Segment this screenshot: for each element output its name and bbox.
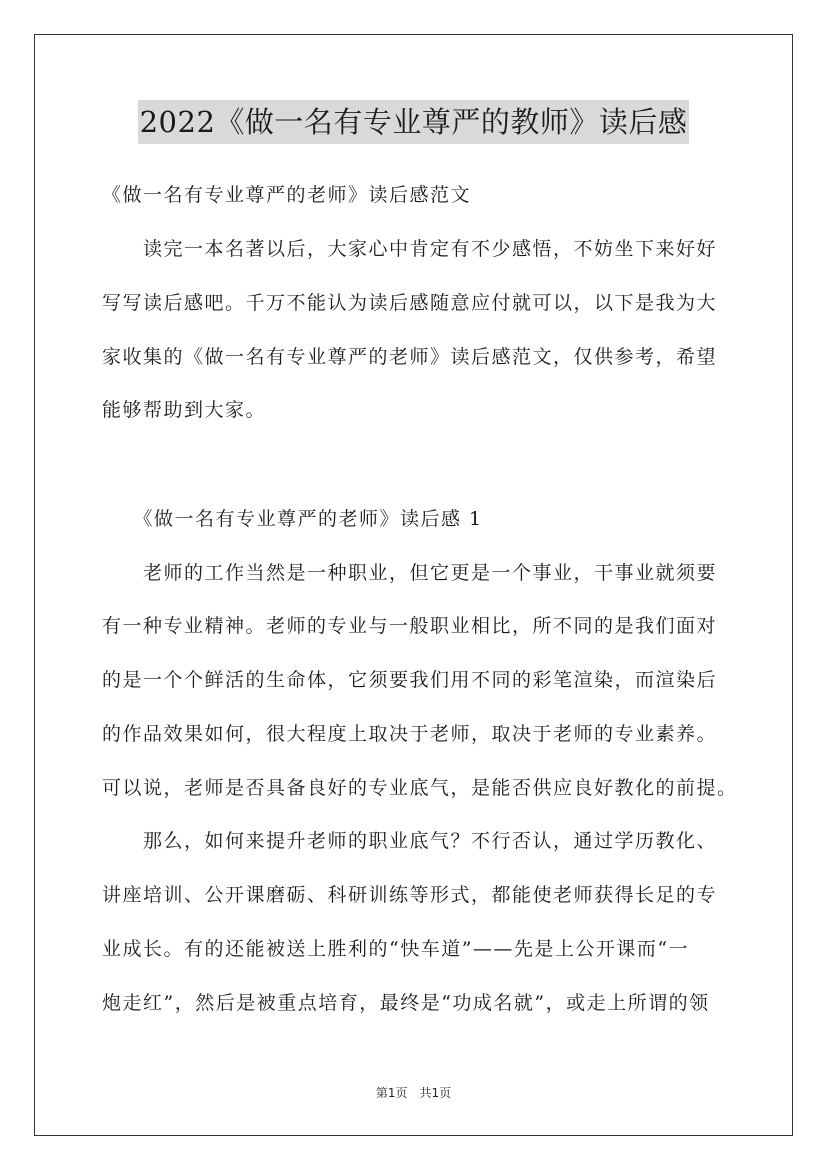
- page-footer: 第1页 共1页: [375, 1086, 452, 1100]
- document-subtitle: 《做一名有专业尊严的老师》读后感范文: [102, 184, 472, 206]
- body-line: 有一种专业精神。老师的专业与一般职业相比，所不同的是我们面对: [102, 615, 718, 637]
- body-line: 可以说，老师是否具备良好的专业底气，是能否供应良好教化的前提。: [102, 777, 738, 799]
- body-line: 的作品效果如何，很大程度上取决于老师，取决于老师的专业素养。: [102, 723, 718, 745]
- intro-line: 写写读后感吧。千万不能认为读后感随意应付就可以，以下是我为大: [102, 292, 718, 314]
- intro-line: 家收集的《做一名有专业尊严的老师》读后感范文，仅供参考，希望: [102, 346, 718, 368]
- intro-line: 读完一本名著以后，大家心中肯定有不少感悟，不妨坐下来好好: [102, 238, 718, 260]
- intro-line: 能够帮助到大家。: [102, 399, 267, 421]
- title-wrap: [0, 100, 827, 144]
- body-line: 那么，如何来提升老师的职业底气？不行否认，通过学历教化、: [102, 830, 718, 852]
- body-line: 讲座培训、公开课磨砺、科研训练等形式，都能使老师获得长足的专: [102, 884, 718, 906]
- document-title: 2022《做一名有专业尊严的教师》读后感: [138, 100, 690, 144]
- body-line: 老师的工作当然是一种职业，但它更是一个事业，干事业就须要: [102, 562, 718, 584]
- body-line: 炮走红”，然后是被重点培育，最终是“功成名就”，或走上所谓的领: [102, 992, 710, 1014]
- body-line: 的是一个个鲜活的生命体，它须要我们用不同的彩笔渲染，而渲染后: [102, 669, 718, 691]
- section-heading: 《做一名有专业尊严的老师》读后感 1: [102, 508, 483, 530]
- body-line: 业成长。有的还能被送上胜利的“快车道”——先是上公开课而“一: [102, 938, 690, 960]
